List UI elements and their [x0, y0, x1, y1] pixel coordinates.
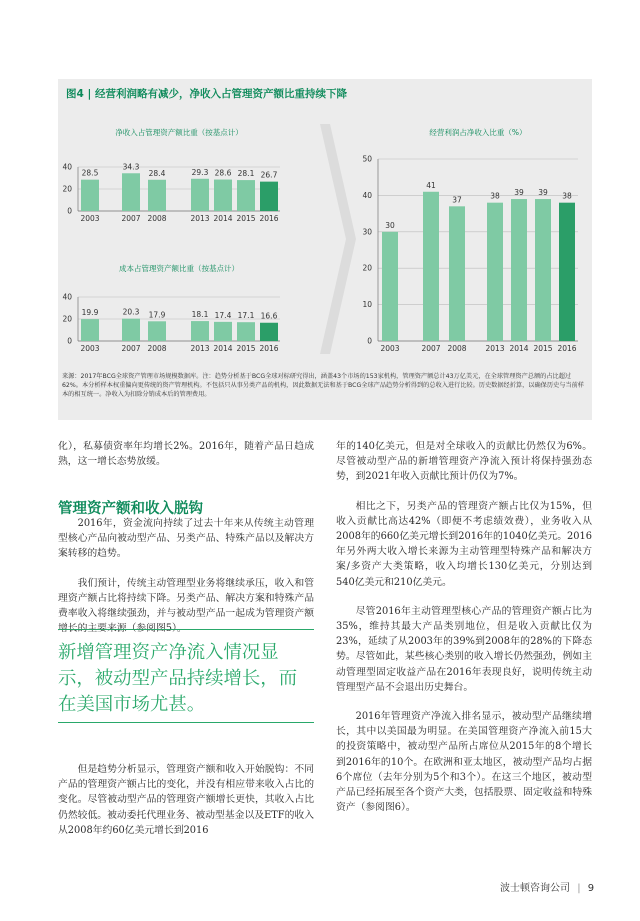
x-tick-label: 2003 — [80, 214, 100, 223]
data-label: 17.9 — [148, 310, 166, 320]
y-tick-label: 40 — [362, 190, 372, 200]
data-label: 34.3 — [122, 162, 140, 172]
x-tick-label: 2014 — [213, 344, 233, 353]
data-label: 39 — [514, 188, 524, 198]
data-label: 38 — [562, 191, 572, 201]
figure-charts — [58, 79, 592, 420]
bar — [81, 319, 99, 341]
bar — [214, 180, 232, 211]
paragraph: 化），私募债资率年均增长2%。2016年，随着产品日趋成熟，这一增长态势放缓。 — [58, 441, 314, 468]
bar — [148, 180, 166, 211]
x-tick-label: 2007 — [121, 214, 141, 223]
data-label: 29.3 — [191, 167, 209, 177]
bar — [511, 199, 527, 341]
x-tick-label: 2008 — [447, 344, 467, 353]
x-tick-label: 2007 — [121, 344, 141, 353]
x-tick-label: 2003 — [380, 344, 400, 353]
bar — [449, 206, 465, 341]
figure-title: 图4 | 经营利润略有减少，净收入占管理资产额比重持续下降 — [66, 88, 347, 100]
x-tick-label: 2003 — [80, 344, 100, 353]
x-tick-label: 2016 — [557, 344, 577, 353]
data-label: 28.1 — [237, 169, 255, 179]
data-label: 26.7 — [260, 170, 278, 180]
x-tick-label: 2013 — [485, 344, 505, 353]
bar — [191, 179, 209, 211]
y-tick-label: 50 — [362, 154, 372, 164]
bar — [191, 321, 209, 341]
data-label: 28.6 — [214, 168, 232, 178]
page-number: 9 — [587, 883, 595, 894]
x-tick-label: 2014 — [213, 214, 233, 223]
x-tick-label: 2008 — [147, 344, 167, 353]
figure-source-note: 来源：2017年BCG全球资产管理市场规模数据库。注：趋势分析基于BCG全球对标研究得出，涵盖43个市场的153家机构，管理资产额总计43万亿美元，在全球管理资产总额的占比超过62%。本分析样本权重偏向更传统的资产管理机构。不包括只从事另类产品的机构，因此数据无法和基于BCG全球产品趋势分析得到的总收入进行比较。历史数据经折算，以确保历史与当前样本的相互统一。净收入为扣除分销成本后的管理费用。 — [62, 373, 584, 398]
y-tick-label: 10 — [362, 300, 372, 310]
data-label: 28.4 — [148, 168, 166, 178]
bar — [260, 182, 278, 211]
chart-operating-margin — [362, 127, 578, 353]
y-tick-label: 0 — [367, 336, 372, 346]
x-tick-label: 2008 — [147, 214, 167, 223]
paragraph: 2016年，资金流向持续了过去十年来从传统主动管理型核心产品向被动型产品、另类产品、特殊产品以及解决方案转移的趋势。 — [58, 518, 314, 560]
x-tick-label: 2015 — [236, 344, 256, 353]
x-tick-label: 2016 — [259, 214, 279, 223]
data-label: 20.3 — [122, 307, 140, 317]
data-label: 30 — [385, 220, 395, 230]
left-column-top — [58, 439, 314, 469]
bar — [487, 203, 503, 341]
paragraph: 尽管2016年主动管理型核心产品的管理资产额占比为35%，维持其最大产品类别地位，但是收入贡献比仅为23%，延续了从2003年的39%到2008年的28%的下降态势。尽管如此，某些核心类别的收入增长仍然强劲，例如主动管理型固定收益产品在2016年表现良好，说明传统主动管理型产品不会退出历史舞台。 — [336, 605, 592, 693]
chart-net-revenue — [62, 127, 280, 223]
pullquote-rule-bottom — [58, 722, 314, 723]
section-heading: 管理资产额和收入脱钩 — [58, 500, 203, 517]
bar — [260, 323, 278, 341]
data-label: 17.4 — [214, 310, 232, 320]
x-tick-label: 2013 — [190, 214, 210, 223]
data-label: 41 — [426, 180, 436, 190]
bar — [559, 203, 575, 341]
paragraph: 但是趋势分析显示，管理资产额和收入开始脱钩：不同产品的管理资产额占比的变化，并没有相应带来收入占比的变化。尽管被动型产品的管理资产额增长更快，其收入占比仍然较低。被动委托代理业务、被动型基金以及ETF的收入从2008年约60亿美元增长到2016 — [58, 764, 314, 836]
bar — [81, 180, 99, 211]
x-tick-label: 2013 — [190, 344, 210, 353]
data-label: 18.1 — [191, 310, 209, 320]
bar — [237, 322, 255, 341]
chart-title: 经营利润占净收入比重（%） — [429, 128, 527, 137]
paragraph: 相比之下，另类产品的管理资产额占比仅为15%，但收入贡献比高达42%（即便不考虑绩效费），业务收入从2008年的660亿美元增长到2016年的1040亿美元。2016年另外两大收入增长来源为主动管理型特殊产品和解决方案/多资产大类策略，收入均增长130亿美元，分别达到540亿美元和210亿美元。 — [336, 500, 592, 588]
data-label: 37 — [452, 195, 462, 205]
left-column-bottom — [58, 762, 314, 838]
x-tick-label: 2014 — [509, 344, 529, 353]
divider-arrow — [320, 124, 356, 354]
x-tick-label: 2016 — [259, 344, 279, 353]
y-tick-label: 30 — [362, 227, 372, 237]
y-tick-label: 0 — [67, 206, 72, 216]
bar — [423, 192, 439, 341]
footer-brand: 波士顿咨询公司 — [500, 883, 570, 894]
paragraph: 我们预计，传统主动管理型业务将继续承压，收入和管理资产额占比将持续下降。另类产品、解决方案和特殊产品费率收入将继续强劲，并与被动型产品一起成为管理资产额增长的主要来源（参阅图5）。 — [58, 577, 314, 635]
y-tick-label: 20 — [62, 184, 72, 194]
bar — [382, 232, 398, 341]
footer-separator: | — [577, 883, 581, 894]
pullquote: 新增管理资产净流入情况显示，被动型产品持续增长，而在美国市场尤甚。 — [58, 642, 298, 715]
bar — [148, 321, 166, 341]
y-tick-label: 0 — [67, 336, 72, 346]
page-footer — [500, 879, 594, 894]
y-tick-label: 40 — [62, 162, 72, 172]
bar — [122, 319, 140, 341]
y-tick-label: 20 — [62, 314, 72, 324]
paragraph: 2016年管理资产净流入排名显示，被动型产品继续增长，其中以美国最为明显。在美国管理资产净流入前15大的投资策略中，被动型产品所占席位从2015年的8个增长到2016年的10个。在欧洲和亚太地区，被动型产品均占据6个席位（去年分别为5个和3个）。在这三个地区，被动型产品已经拓展至各个资产大类，包括股票、固定收益和特殊资产（参阅图6）。 — [336, 711, 592, 814]
left-column-body — [58, 516, 314, 636]
x-tick-label: 2007 — [421, 344, 441, 353]
data-label: 28.5 — [81, 168, 99, 178]
x-tick-label: 2015 — [533, 344, 553, 353]
y-tick-label: 40 — [62, 292, 72, 302]
y-tick-label: 20 — [362, 263, 372, 273]
figure-panel — [58, 79, 592, 420]
bar — [122, 173, 140, 211]
chart-title: 净收入占管理资产额比重（按基点计） — [115, 128, 243, 137]
data-label: 16.6 — [260, 311, 278, 321]
bar — [214, 322, 232, 341]
chart-cost — [62, 263, 280, 353]
data-label: 17.1 — [237, 311, 255, 321]
data-label: 19.9 — [81, 308, 99, 318]
bar — [535, 199, 551, 341]
data-label: 39 — [538, 188, 548, 198]
bar — [237, 180, 255, 211]
data-label: 38 — [490, 191, 500, 201]
pullquote-rule-top — [58, 629, 314, 630]
right-column — [336, 439, 592, 815]
x-tick-label: 2015 — [236, 214, 256, 223]
paragraph: 年的140亿美元，但是对全球收入的贡献比仍然仅为6%。尽管被动型产品的新增管理资产净流入预计将保持强劲态势，到2021年收入贡献比预计仍仅为7%。 — [336, 441, 592, 483]
chart-title: 成本占管理资产额比重（按基点计） — [119, 264, 239, 273]
